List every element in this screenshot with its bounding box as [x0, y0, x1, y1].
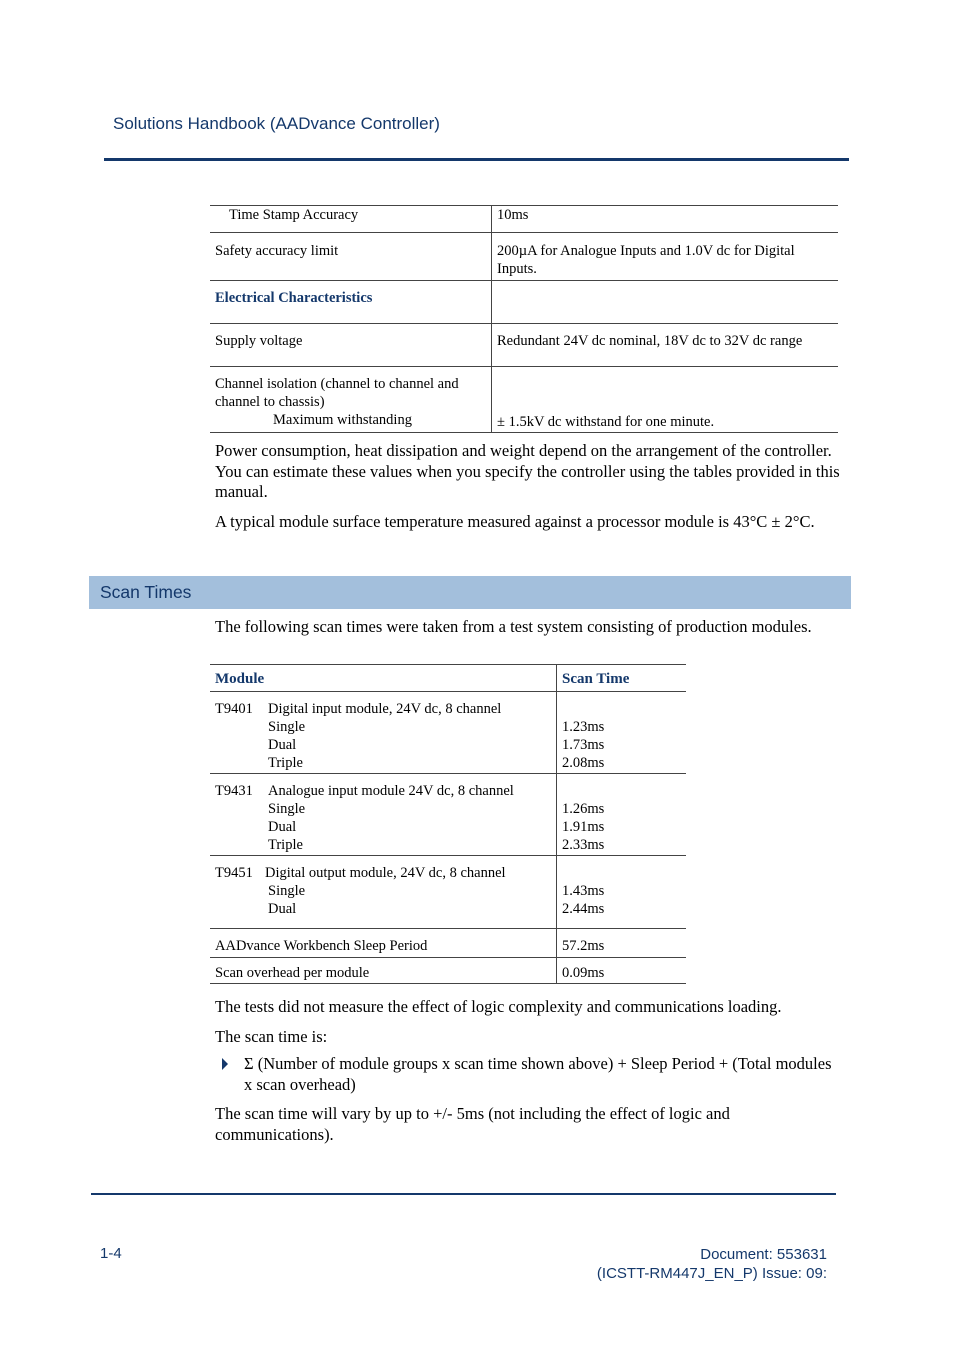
scan-times-table: [210, 664, 686, 984]
bullet-arrow-icon: [222, 1058, 228, 1070]
mode-dual: Dual: [268, 819, 297, 835]
module-description: Digital output module, 24V dc, 8 channel: [265, 865, 506, 881]
formula-bullet: Σ (Number of module groups x scan time shown above) + Sleep Period + (Total modules x scan overhead): [244, 1054, 832, 1094]
table-row: [210, 692, 686, 774]
scan-value: 1.91ms: [562, 819, 605, 835]
module-code: T9451: [215, 865, 253, 881]
header-divider: [104, 158, 849, 161]
scan-value: 2.33ms: [562, 837, 605, 853]
scan-value: 1.73ms: [562, 737, 605, 753]
sleep-period-label: AADvance Workbench Sleep Period: [210, 929, 557, 958]
tests-note-paragraph: The tests did not measure the effect of logic complexity and communications loading.: [215, 997, 782, 1016]
scan-value: 1.43ms: [562, 883, 605, 899]
document-number: Document: 553631: [700, 1246, 827, 1263]
mode-single: Single: [268, 719, 306, 735]
table-row: [210, 206, 838, 233]
module-code: T9431: [215, 783, 253, 799]
page-number: 1-4: [100, 1245, 122, 1262]
scan-intro-paragraph: The following scan times were taken from a test system consisting of production modules.: [215, 617, 812, 636]
mode-triple: Triple: [268, 837, 303, 853]
safety-value: 200µA for Analogue Inputs and 1.0V dc for Digital Inputs.: [492, 233, 839, 281]
scan-time-column-header: Scan Time: [557, 665, 687, 692]
isolation-sub-label: Maximum withstanding: [273, 412, 412, 428]
vary-paragraph: The scan time will vary by up to +/- 5ms (not including the effect of logic and communications).: [215, 1104, 730, 1144]
module-code: T9401: [215, 701, 253, 717]
specifications-table: [210, 205, 838, 433]
time-stamp-value: 10ms: [492, 206, 839, 233]
supply-value: Redundant 24V dc nominal, 18V dc to 32V dc range: [492, 324, 839, 367]
scan-value: 2.44ms: [562, 901, 605, 917]
temperature-paragraph: A typical module surface temperature measured against a processor module is 43°C ± 2°C.: [215, 512, 815, 531]
document-reference: [597, 1245, 827, 1283]
overhead-value: 0.09ms: [557, 958, 687, 984]
table-row: [210, 856, 686, 929]
table-row: [210, 774, 686, 856]
isolation-label: Channel isolation (channel to channel and channel to chassis): [215, 376, 459, 410]
isolation-value: ± 1.5kV dc withstand for one minute.: [492, 367, 839, 433]
mode-dual: Dual: [268, 737, 297, 753]
mode-dual: Dual: [268, 901, 297, 917]
footer-divider: [91, 1193, 836, 1195]
table-row: [210, 929, 686, 958]
mode-single: Single: [268, 883, 306, 899]
document-issue: (ICSTT-RM447J_EN_P) Issue: 09:: [596, 1265, 827, 1282]
empty-cell: [492, 281, 839, 324]
mode-triple: Triple: [268, 755, 303, 771]
module-column-header: Module: [210, 665, 557, 692]
scan-value: 2.08ms: [562, 755, 605, 771]
module-description: Digital input module, 24V dc, 8 channel: [268, 701, 502, 717]
section-header-bar: [89, 576, 851, 609]
table-row: [210, 324, 838, 367]
section-title: Scan Times: [100, 582, 192, 602]
header-title: Solutions Handbook (AADvance Controller): [113, 114, 440, 133]
table-row: [210, 958, 686, 984]
scan-value: 1.26ms: [562, 801, 605, 817]
module-description: Analogue input module 24V dc, 8 channel: [268, 783, 514, 799]
time-stamp-label: Time Stamp Accuracy: [210, 206, 492, 233]
table-row: [210, 233, 838, 281]
mode-single: Single: [268, 801, 306, 817]
overhead-label: Scan overhead per module: [210, 958, 557, 984]
sleep-period-value: 57.2ms: [557, 929, 687, 958]
table-header-row: [210, 665, 686, 692]
power-paragraph: Power consumption, heat dissipation and weight depend on the arrangement of the controller. You can estimate these values when you specify the controller using the tables provided in this manual.: [215, 441, 840, 501]
safety-label: Safety accuracy limit: [210, 233, 492, 281]
scan-value: 1.23ms: [562, 719, 605, 735]
scan-time-is-paragraph: The scan time is:: [215, 1027, 328, 1046]
table-row: [210, 281, 838, 324]
table-row: [210, 367, 838, 433]
electrical-heading: Electrical Characteristics: [210, 281, 492, 324]
supply-label: Supply voltage: [210, 324, 492, 367]
